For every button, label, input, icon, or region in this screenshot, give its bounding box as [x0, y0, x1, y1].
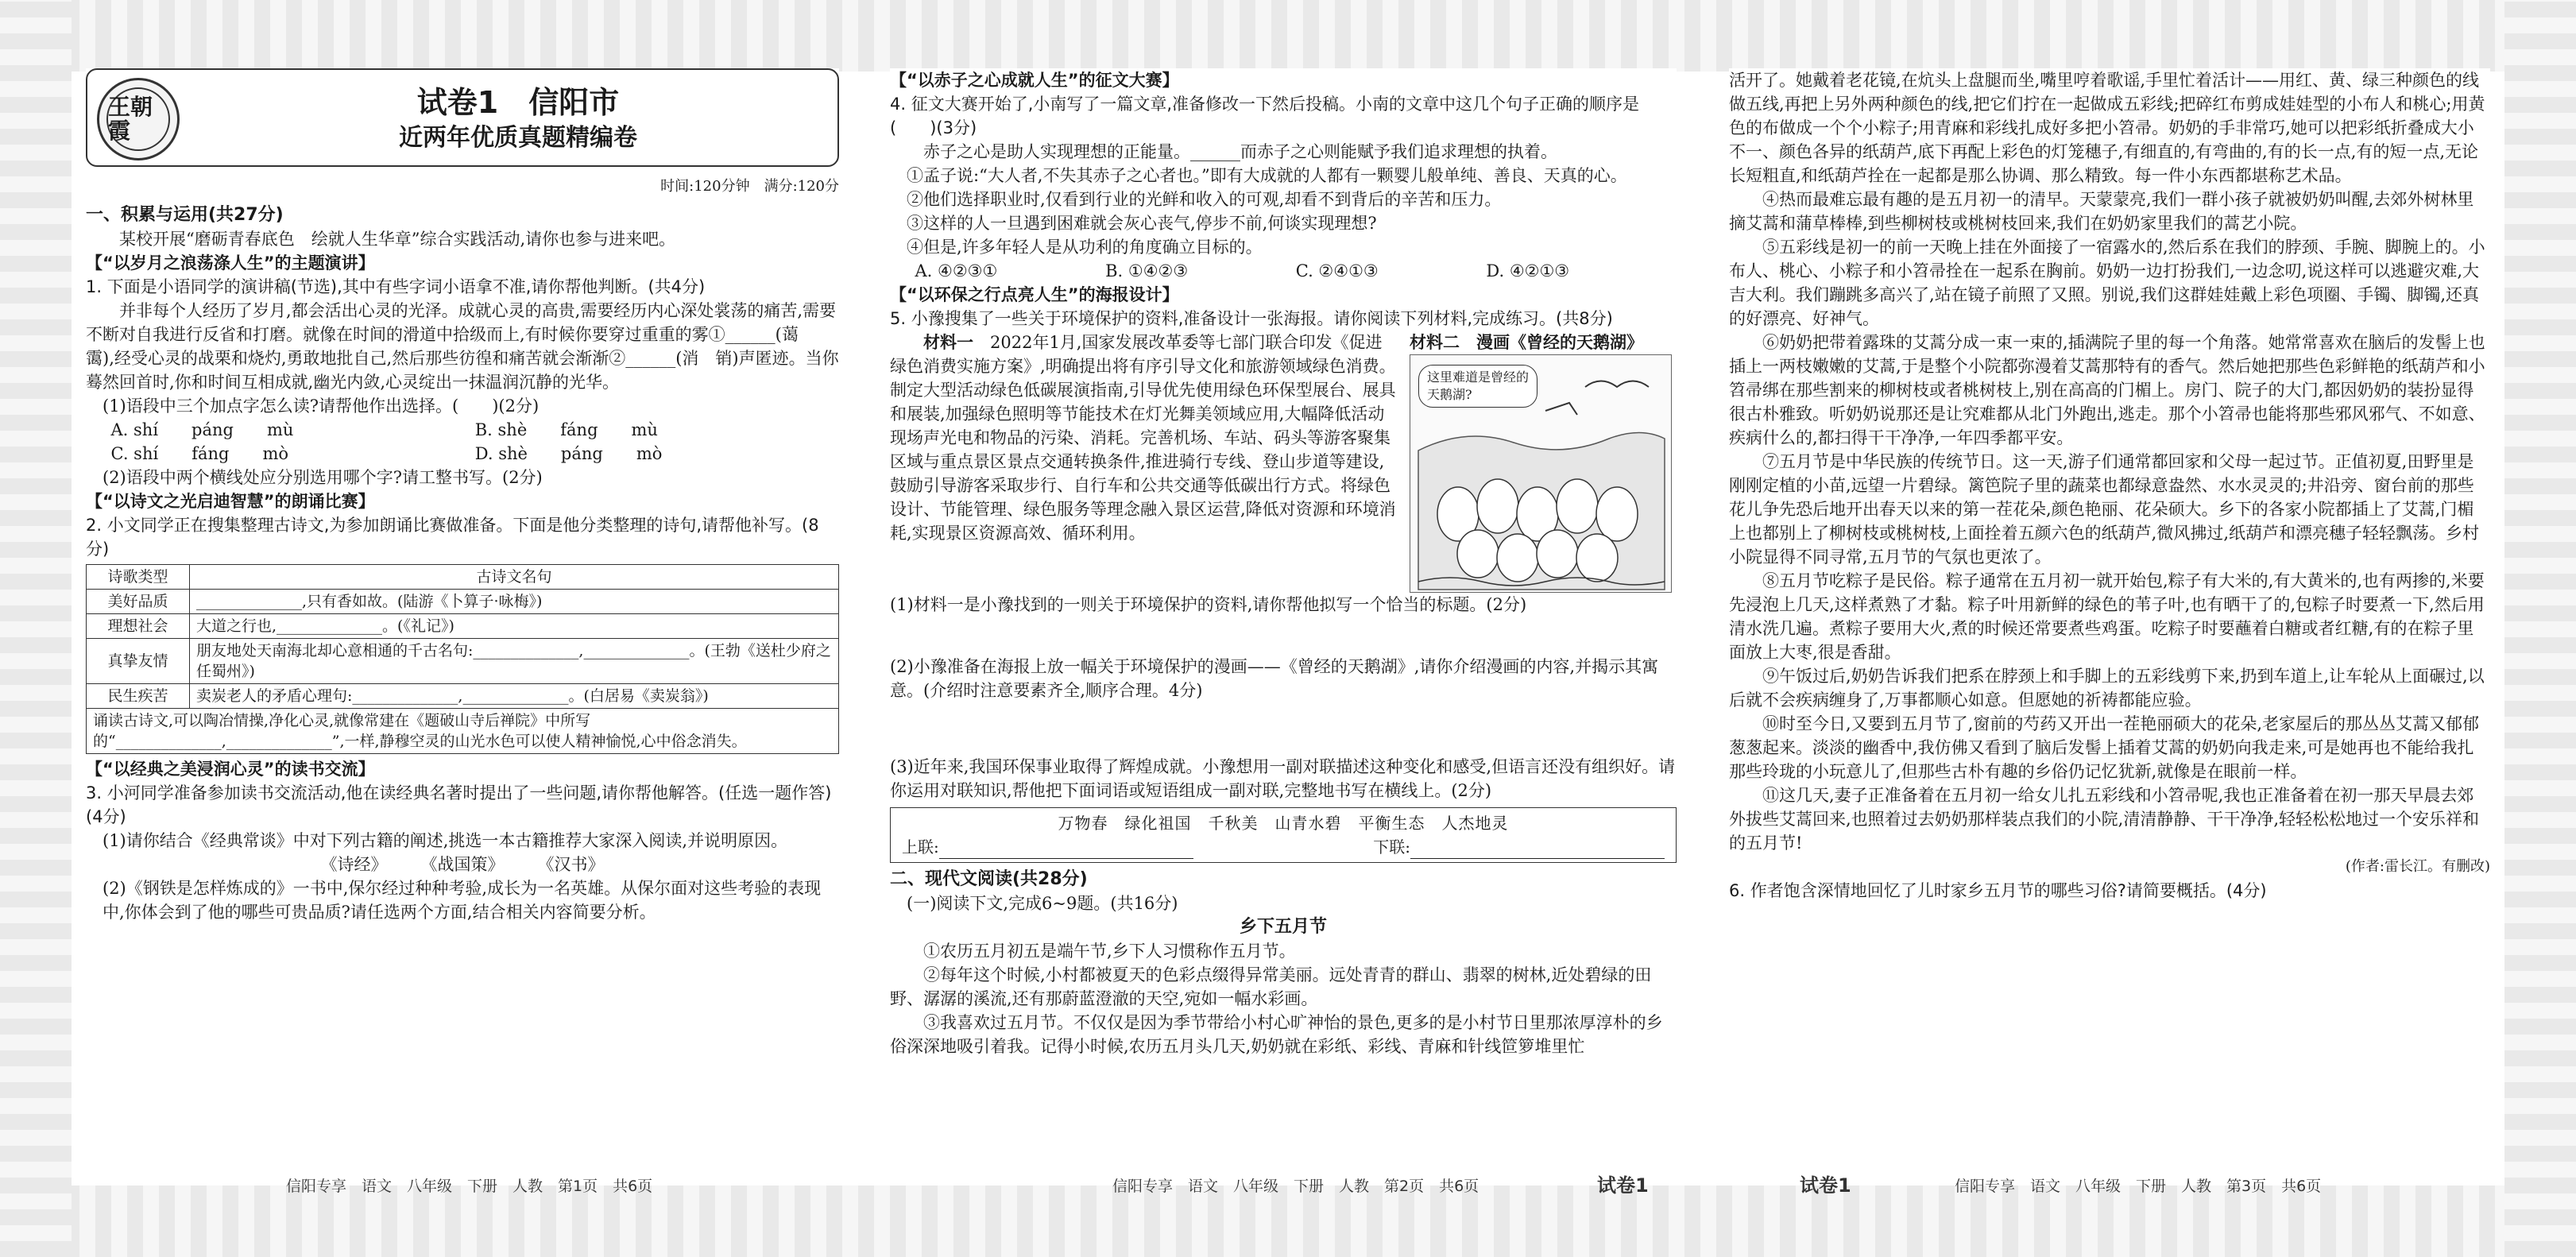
- decorative-frame-left: [0, 0, 72, 1257]
- article-title: 乡下五月节: [1239, 917, 1327, 937]
- question-5-part-2: (2)小豫准备在海报上放一幅关于环境保护的漫画——《曾经的天鹅湖》,请你介绍漫画的内容,并揭示其寓意。(介绍时注意要素齐全,顺序合理。4分): [890, 657, 1659, 700]
- couplet-words: 万物春 绿化祖国 千秋美 山青水碧 平衡生态 人杰地灵: [1058, 814, 1509, 833]
- question-4-item: ①孟子说:“大人者,不失其赤子之心者也。”即有大成就的人都有一颗婴儿般单纯、善良、天真的心。: [907, 166, 1627, 185]
- footer-exam-label: 试卷1: [1800, 1174, 1851, 1197]
- table-footer-cell: 诵读古诗文,可以陶冶情操,净化心灵,就像常建在《题破山寺后禅院》中所写的“______________,______________”,一样,静穆空灵的山光水色可以使人精神愉悦,心中俗念消失。: [87, 709, 839, 754]
- article-paragraph: ⑪这几天,妻子正准备着在五月初一给女儿扎五彩线和小笤帚呢,我也正准备着在初一那天早晨去郊外拔些艾蒿回来,也照着过去奶奶那样装点我们的小院,清清静静、干干净净,轻轻松松地过一个安乐祥和的五月节!: [1729, 786, 2480, 853]
- title-box: [86, 68, 839, 167]
- article-paragraph: ⑩时至今日,又要到五月节了,窗前的芍药又开出一茬艳丽硕大的花朵,老家屋后的那丛丛艾蒿又郁郁葱葱起来。淡淡的幽香中,我仿佛又看到了脑后发髻上插着艾蒿的奶奶向我走来,可是她再也不能给我扎那些玲珑的小玩意儿了,但那些古朴有趣的乡俗仍记忆犹新,就像是在眼前一样。: [1729, 714, 2480, 781]
- option-a: A. shí páng mù: [110, 420, 294, 439]
- intro-text: 某校开展“磨砺青春底色 绘就人生华章”综合实践活动,请你也参与进来吧。: [119, 230, 676, 249]
- answer-space: [890, 617, 1677, 655]
- couplet-lines: [902, 835, 1665, 859]
- table-cell-category: 美好品质: [87, 590, 190, 614]
- reading-1-heading: (一)阅读下文,完成6~9题。(共16分): [907, 894, 1178, 913]
- couplet-upper-blank[interactable]: [939, 841, 1193, 859]
- couplet-box: [890, 807, 1677, 863]
- table-cell-line: 大道之行也,______________。(《礼记》): [190, 614, 839, 639]
- couplet-upper-label: 上联:: [902, 837, 939, 857]
- article-paragraph: ④热而最难忘最有趣的是五月初一的清早。天蒙蒙亮,我们一群小孩子就被奶奶叫醒,去郊外树林里摘艾蒿和蒲草棒棒,到些柳树枝或桃树枝回来,我们在奶奶家里我们的蒿艺小院。: [1729, 190, 2474, 233]
- table-cell-line: 朋友地处天南海北却心意相通的千古名句:______________,______________。(王勃《送杜少府之任蜀州》): [190, 639, 839, 684]
- table-header-lines: 古诗文名句: [190, 565, 839, 590]
- question-4-options: [890, 259, 1677, 283]
- table-cell-line: ______________,只有香如故。(陆游《卜算子·咏梅》): [190, 590, 839, 614]
- question-4: 4. 征文大赛开始了,小南写了一篇文章,准备修改一下然后投稿。小南的文章中这几个句子正确的顺序是( )(3分): [890, 95, 1640, 137]
- answer-space: [890, 702, 1677, 755]
- table-cell-category: 理想社会: [87, 614, 190, 639]
- question-3-books: 《诗经》 《战国策》 《汉书》: [320, 855, 605, 874]
- section-2-heading: 二、现代文阅读(共28分): [890, 869, 1088, 889]
- option-a: A. ④②③①: [915, 261, 998, 280]
- table-header-type: 诗歌类型: [87, 565, 190, 590]
- question-4-item: ②他们选择职业时,仅看到行业的光鲜和收入的可观,却看不到背后的辛苦和压力。: [907, 190, 1502, 209]
- question-4-item: ④但是,许多年轻人是从功利的角度确立目标的。: [907, 238, 1263, 257]
- table-cell-category: 民生疾苦: [87, 684, 190, 709]
- logo-text: 王朝霞: [106, 87, 170, 151]
- subheading-reading: 【“以经典之美浸润心灵”的读书交流】: [86, 760, 375, 779]
- subheading-speech: 【“以岁月之浪荡涤人生”的主题演讲】: [86, 253, 375, 273]
- exam-meta: 时间:120分钟 满分:120分: [660, 178, 839, 195]
- subheading-essay: 【“以赤子之心成就人生”的征文大赛】: [890, 71, 1179, 90]
- table-row: [87, 709, 839, 754]
- material-2-label: 材料二 漫画《曾经的天鹅湖》: [1410, 333, 1643, 352]
- swan-lake-cartoon: [1410, 354, 1672, 593]
- table-row: [87, 614, 839, 639]
- exam-subtitle: 近两年优质真题精编卷: [399, 124, 637, 152]
- question-1-passage: 并非每个人经历了岁月,都会活出心灵的光泽。成就心灵的高贵,需要经历内心深处裳荡的痛苦,需要不断对自我进行反省和打磨。就像在时间的滑道中拾级而上,有时候你要穿过重重的雾①______(蔼 霭),经受心灵的战栗和烧灼,勇敢地批自己,然后那些彷徨和痛苦就会渐渐②______(消 销)声匿迹。当你蓦然回首时,你和时间互相成就,幽光内敛,心灵绽出一抹温润沉静的光华。: [86, 301, 839, 392]
- poem-table: [86, 564, 839, 754]
- article-paragraph: 活开了。她戴着老花镜,在炕头上盘腿而坐,嘴里哼着歌谣,手里忙着活计——用红、黄、绿三种颜色的线做五线,再把上另外两种颜色的线,把它们拧在一起做成五彩线;把碎红布剪成娃娃型的小布人和桃心;用黄色的布做成一个个小粽子;用青麻和彩线扎成好多把小笤帚。奶奶的手非常巧,她可以把彩纸折叠成大小不一、颜色各异的纸葫芦,底下再配上彩色的灯笼穗子,有细直的,有弯曲的,有的长一点,有的短一点,无论长短粗直,和纸葫芦拴在一起都是那么协调、那么精致。每一件小东西都堪称艺术品。: [1729, 71, 2485, 185]
- table-row: [87, 590, 839, 614]
- question-6: 6. 作者饱含深情地回忆了儿时家乡五月节的哪些习俗?请简要概括。(4分): [1729, 881, 2267, 900]
- table-cell-category: 真挚友情: [87, 639, 190, 684]
- option-c: C. shí fáng mò: [110, 444, 289, 463]
- subheading-poster: 【“以环保之行点亮人生”的海报设计】: [890, 285, 1179, 304]
- publisher-logo: [97, 78, 180, 161]
- decorative-frame-top: [0, 0, 2576, 72]
- option-c: C. ②④①③: [1295, 261, 1379, 280]
- question-4-passage: 赤子之心是助人实现理想的正能量。______而赤子之心则能赋予我们追求理想的执着。: [923, 142, 1557, 161]
- subheading-recitation: 【“以诗文之光启迪智慧”的朗诵比赛】: [86, 492, 375, 511]
- materials: [890, 331, 1677, 593]
- exam-title: 试卷1 信阳市: [416, 85, 620, 120]
- couplet-lower-label: 下联:: [1373, 837, 1410, 857]
- question-5-part-1: (1)材料一是小豫找到的一则关于环境保护的资料,请你帮他拟写一个恰当的标题。(2分): [890, 595, 1527, 614]
- page-1: [86, 68, 839, 1174]
- page-2: [890, 68, 1677, 1174]
- article-paragraph: ②每年这个时候,小村都被夏天的色彩点缀得异常美丽。远处青青的群山、翡翠的树林,近处碧绿的田野、潺潺的溪流,还有那蔚蓝澄澈的天空,宛如一幅水彩画。: [890, 965, 1652, 1008]
- decorative-frame-right: [2504, 0, 2576, 1257]
- question-1: 1. 下面是小语同学的演讲稿(节选),其中有些字词小语拿不准,请你帮他判断。(共4分): [86, 277, 706, 296]
- question-5-part-3: (3)近年来,我国环保事业取得了辉煌成就。小豫想用一副对联描述这种变化和感受,但语言还没有组织好。请你运用对联知识,帮他把下面词语或短语组成一副对联,完整地书写在横线上。(2分): [890, 757, 1676, 800]
- question-3: 3. 小河同学准备参加读书交流活动,他在读经典名著时提出了一些问题,请你帮他解答。(任选一题作答)(4分): [86, 783, 832, 826]
- option-b: B. shè fáng mù: [474, 420, 658, 439]
- article-paragraph: ⑦五月节是中华民族的传统节日。这一天,游子们通常都回家和父母一起过节。正值初夏,田野里是刚刚定植的小苗,远望一片碧绿。篱笆院子里的蔬菜也都绿意盎然、水水灵灵的;井沿旁、窗台前的那些花儿争先恐后地开出春天以来的第一茬花朵,颜色艳丽、花朵硕大。乡下的各家小院都插上了艾蒿,门楣上也都别上了柳树枝或桃树枝,上面拴着五颜六色的纸葫芦,微风拂过,纸葫芦和漂亮穗子轻轻飘荡。乡村小院显得不同寻常,五月节的气氛也更浓了。: [1729, 452, 2480, 567]
- table-row: [87, 684, 839, 709]
- footer-page-3: 信阳专享 语文 八年级 下册 人教 第3页 共6页: [1955, 1178, 2322, 1195]
- option-d: D. ④②①③: [1486, 261, 1570, 280]
- footer-exam-label: 试卷1: [1597, 1174, 1649, 1197]
- page-3: [1729, 68, 2490, 1174]
- table-cell-line: 卖炭老人的矛盾心理句:______________,______________。(白居易《卖炭翁》): [190, 684, 839, 709]
- question-1-part-2: (2)语段中两个横线处应分别选用哪个字?请工整书写。(2分): [102, 468, 543, 487]
- material-1: [890, 331, 1398, 593]
- couplet-lower-blank[interactable]: [1410, 841, 1665, 859]
- footer-page-1: 信阳专享 语文 八年级 下册 人教 第1页 共6页: [286, 1178, 653, 1195]
- option-d: D. shè páng mò: [474, 444, 663, 463]
- footer-page-2: 信阳专享 语文 八年级 下册 人教 第2页 共6页: [1112, 1178, 1479, 1195]
- article-paragraph: ⑨午饭过后,奶奶告诉我们把系在脖颈上和手脚上的五彩线剪下来,扔到车道上,让车轮从上面碾过,以后就不会疾病缠身了,万事都顺心如意。但愿她的祈祷都能应验。: [1729, 667, 2485, 710]
- article-paragraph: ⑥奶奶把带着露珠的艾蒿分成一束一束的,插满院子里的每一个角落。她常常喜欢在脑后的发髻上也插上一两枝嫩嫩的艾蒿,于是整个小院都弥漫着艾蒿那特有的香气。然后她把那些色彩鲜艳的纸葫芦和小笤帚绑在那些割来的柳树枝或者桃树枝上,别在高高的门楣上。房门、院子的大门,都因奶奶的装扮显得很古朴雅致。听奶奶说那还是让究难都从北门外跑出,逃走。那个小笤帚也能将那些邪风邪气、不如意、疾病什么的,都扫得干干净净,一年四季都平安。: [1729, 333, 2485, 447]
- article-paragraph: ③我喜欢过五月节。不仅仅是因为季节带给小村心旷神怡的景色,更多的是小村节日里那浓厚淳朴的乡俗深深地吸引着我。记得小时候,农历五月头几天,奶奶就在彩纸、彩线、青麻和针线笸箩堆里忙: [890, 1013, 1663, 1056]
- article-author: (作者:雷长江。有删改): [2345, 858, 2490, 875]
- question-1-part-1: (1)语段中三个加点字怎么读?请帮他作出选择。( )(2分): [102, 396, 540, 416]
- article-paragraph: ①农历五月初五是端午节,乡下人习惯称作五月节。: [923, 942, 1296, 961]
- cartoon-speech-bubble: 这里难道是曾经的天鹅湖?: [1418, 365, 1537, 408]
- question-2: 2. 小文同学正在搜集整理古诗文,为参加朗诵比赛做准备。下面是他分类整理的诗句,请帮他补写。(8分): [86, 516, 819, 559]
- option-b: B. ①④②③: [1105, 261, 1189, 280]
- section-1-heading: 一、积累与运用(共27分): [86, 205, 284, 225]
- question-4-item: ③这样的人一旦遇到困难就会灰心丧气,停步不前,何谈实现理想?: [907, 214, 1377, 233]
- article-paragraph: ⑧五月节吃粽子是民俗。粽子通常在五月初一就开始包,粽子有大米的,有大黄米的,也有两掺的,米要先浸泡上几天,这样煮熟了才黏。粽子叶用新鲜的绿色的苇子叶,也有晒干了的,包粽子时要煮一下,然后用清水洗几遍。煮粽子要用大火,煮的时候还常要煮些鸡蛋。吃粽子时要蘸着白糖或者红糖,有的在粽子里面放上大枣,很是香甜。: [1729, 571, 2485, 662]
- cartoon-drawing: [1410, 355, 1673, 594]
- question-5: 5. 小豫搜集了一些关于环境保护的资料,准备设计一张海报。请你阅读下列材料,完成练习。(共8分): [890, 309, 1613, 328]
- article-paragraph: ⑤五彩线是初一的前一天晚上挂在外面接了一宿露水的,然后系在我们的脖颈、手腕、脚腕上的。小布人、桃心、小粽子和小笤帚拴在一起系在胸前。奶奶一边打扮我们,一边念叨,说这样可以逃避灾难,大吉大利。我们蹦跳多高兴了,站在镜子前照了又照。别说,我们这群娃娃戴上彩色项圈、手镯、脚镯,还真的好漂亮、好神气。: [1729, 238, 2485, 328]
- decorative-frame-bottom: [0, 1185, 2576, 1257]
- question-1-options: [86, 418, 839, 466]
- table-row: [87, 639, 839, 684]
- material-1-label: 材料一: [923, 332, 973, 352]
- question-3-part-1: (1)请你结合《经典常谈》中对下列古籍的阐述,挑选一本古籍推荐大家深入阅读,并说明原因。: [102, 831, 788, 850]
- material-2: [1410, 331, 1672, 593]
- material-1-text: 2022年1月,国家发展改革委等七部门联合印发《促进绿色消费实施方案》,明确提出将有序引导文化和旅游领域绿色消费。制定大型活动绿色低碳展演指南,引导优先使用绿色环保型展台、展具和展装,加强绿色照明等节能技术在灯光舞美领域应用,大幅降低活动现场声光电和物品的污染、消耗。完善机场、车站、码头等游客聚集区域与重点景区景点交通转换条件,推进骑行专线、登山步道等建设,鼓励引导游客采取步行、自行车和公共交通等低碳出行方式。将绿色设计、节能管理、绿色服务等理念融入景区运营,降低对资源和环境消耗,实现景区资源高效、循环利用。: [890, 333, 1396, 543]
- question-3-part-2: (2)《钢铁是怎样炼成的》一书中,保尔经过种种考验,成长为一名英雄。从保尔面对这些考验的表现中,你体会到了他的哪些可贵品质?请任选两个方面,结合相关内容简要分析。: [102, 879, 822, 922]
